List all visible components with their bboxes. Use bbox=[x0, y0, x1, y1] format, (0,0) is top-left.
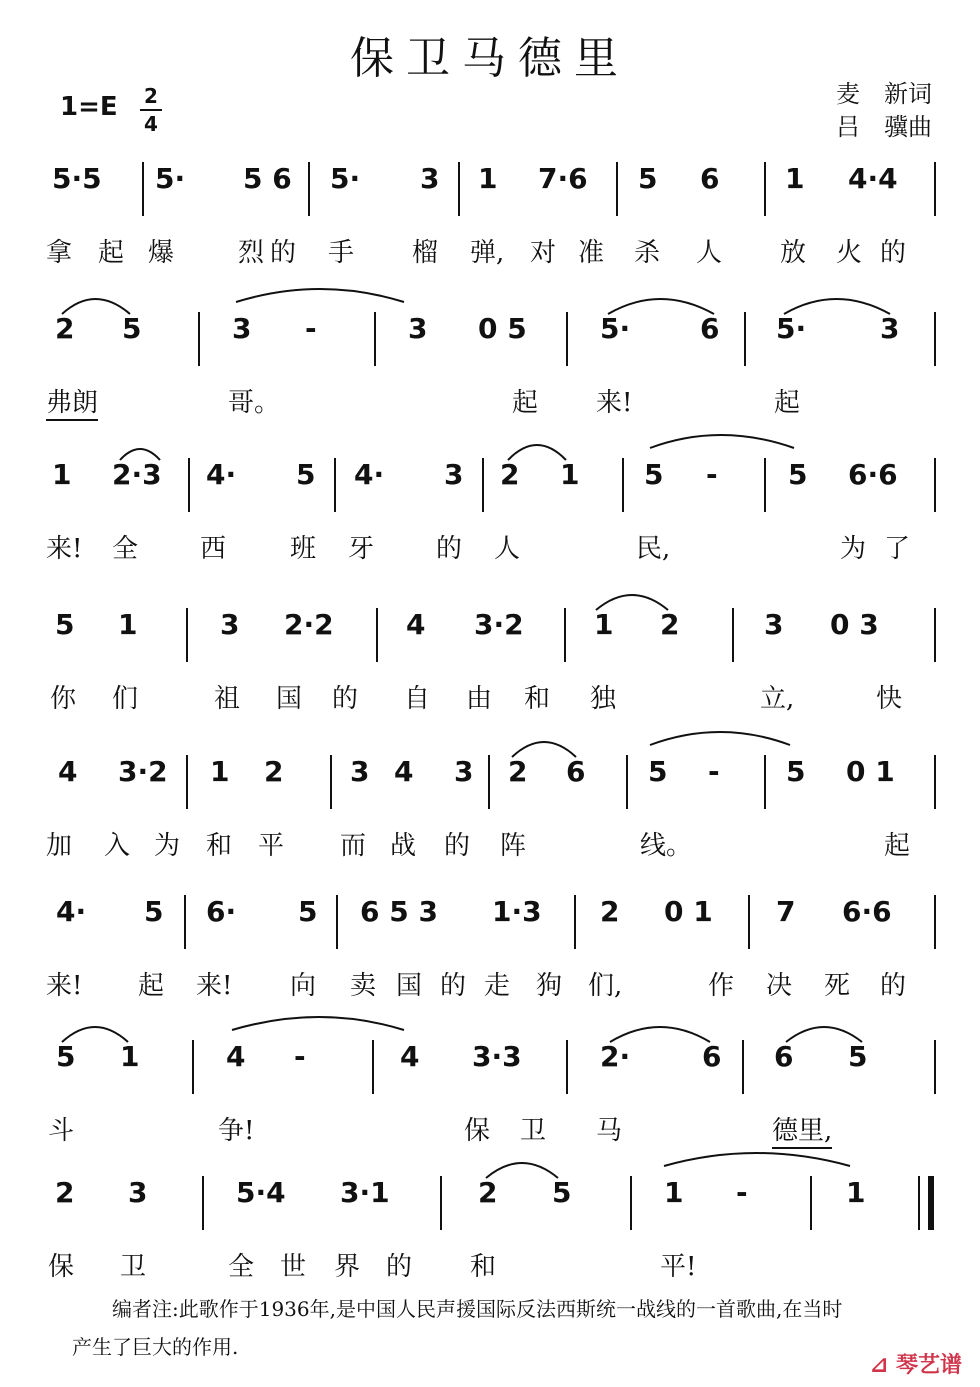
lyrics-row bbox=[0, 1110, 980, 1150]
note: 3 bbox=[454, 755, 474, 788]
lyric: 起 bbox=[512, 388, 539, 418]
note: 5 bbox=[55, 608, 75, 641]
note: - bbox=[708, 755, 720, 788]
lyric: 民, bbox=[636, 534, 671, 564]
barline bbox=[732, 608, 734, 662]
note: 6 bbox=[702, 1040, 722, 1073]
lyric: 全 bbox=[228, 1252, 255, 1282]
note: 3 bbox=[232, 312, 252, 345]
lyric: 们 bbox=[112, 684, 139, 714]
barline bbox=[336, 895, 338, 949]
note: 2 bbox=[500, 458, 520, 491]
lyric: 起 bbox=[884, 831, 911, 861]
lyric: 的 bbox=[386, 1252, 413, 1282]
composer: 吕 骥曲 bbox=[836, 113, 932, 141]
lyric: 拿 bbox=[46, 238, 73, 268]
note: 1 bbox=[118, 608, 138, 641]
barline bbox=[574, 895, 576, 949]
barline bbox=[630, 1176, 632, 1230]
barline bbox=[372, 1040, 374, 1094]
note: 6 bbox=[700, 312, 720, 345]
note: 6 bbox=[774, 1040, 794, 1073]
barline bbox=[186, 608, 188, 662]
note: 5 bbox=[552, 1176, 572, 1209]
note: 5·4 bbox=[236, 1176, 286, 1209]
lyric: 手 bbox=[328, 238, 355, 268]
notes-row bbox=[0, 162, 980, 212]
barline bbox=[440, 1176, 442, 1230]
editor-note bbox=[72, 1290, 942, 1366]
note: 4·4 bbox=[848, 162, 898, 195]
note: 1 bbox=[594, 608, 614, 641]
lyric: 人 bbox=[696, 238, 723, 268]
note: 7·6 bbox=[538, 162, 588, 195]
score-system-2 bbox=[0, 312, 980, 452]
lyric: 弗朗 bbox=[46, 382, 98, 421]
note: - bbox=[706, 458, 718, 491]
note: - bbox=[294, 1040, 306, 1073]
barline bbox=[330, 755, 332, 809]
note: 2·2 bbox=[284, 608, 334, 641]
note: 5 bbox=[296, 458, 316, 491]
lyric: 西 bbox=[200, 534, 227, 564]
barline bbox=[564, 608, 566, 662]
lyric: 立, bbox=[760, 684, 795, 714]
lyric: 界 bbox=[334, 1252, 361, 1282]
barline bbox=[764, 458, 766, 512]
note: 5 bbox=[56, 1040, 76, 1073]
lyric: 弹, bbox=[470, 238, 505, 268]
score-system-3 bbox=[0, 458, 980, 598]
notes-row bbox=[0, 312, 980, 362]
lyric: 杀 bbox=[634, 238, 661, 268]
note: 1 bbox=[52, 458, 72, 491]
lyric: 的 bbox=[436, 534, 463, 564]
barline bbox=[934, 162, 936, 216]
lyrics-row bbox=[0, 1246, 980, 1286]
note: 5· bbox=[155, 162, 186, 195]
lyric: 国 bbox=[396, 971, 423, 1001]
lyric: 对 bbox=[530, 238, 557, 268]
lyric: 为 bbox=[154, 831, 181, 861]
note: 6·6 bbox=[842, 895, 892, 928]
lyric: 人 bbox=[494, 534, 521, 564]
note: 2 bbox=[55, 312, 75, 345]
lyric: 阵 bbox=[500, 831, 527, 861]
note: 3 bbox=[350, 755, 370, 788]
lyric: 的 bbox=[332, 684, 359, 714]
note: 0 1 bbox=[846, 755, 895, 788]
barline bbox=[748, 895, 750, 949]
lyric: 世 bbox=[280, 1252, 307, 1282]
note: - bbox=[736, 1176, 748, 1209]
notes-row bbox=[0, 895, 980, 945]
lyric: 向 bbox=[290, 971, 317, 1001]
barline bbox=[198, 312, 200, 366]
note: 4 bbox=[400, 1040, 420, 1073]
lyric: 你 bbox=[50, 684, 77, 714]
lyric: 起 bbox=[98, 238, 125, 268]
lyric: 的 bbox=[880, 238, 907, 268]
notes-row bbox=[0, 458, 980, 508]
editor-note-line-2: 产生了巨大的作用. bbox=[72, 1335, 239, 1359]
note: 4· bbox=[56, 895, 87, 928]
note: 3 bbox=[408, 312, 428, 345]
lyric: 卫 bbox=[120, 1252, 147, 1282]
note: 4· bbox=[354, 458, 385, 491]
barline bbox=[188, 458, 190, 512]
lyric: 的 bbox=[270, 238, 297, 268]
lyric: 平! bbox=[660, 1252, 697, 1282]
notes-row bbox=[0, 1176, 980, 1226]
note: 7 bbox=[776, 895, 796, 928]
lyric: 卖 bbox=[350, 971, 377, 1001]
note: 6 bbox=[700, 162, 720, 195]
watermark-logo bbox=[870, 1348, 962, 1379]
lyric: 保 bbox=[48, 1252, 75, 1282]
barline bbox=[934, 458, 936, 512]
note: 5· bbox=[330, 162, 361, 195]
lyric: 哥。 bbox=[228, 388, 281, 418]
lyric: 的 bbox=[880, 971, 907, 1001]
lyric: 而 bbox=[340, 831, 367, 861]
score-system-4 bbox=[0, 608, 980, 748]
note: 5·5 bbox=[52, 162, 102, 195]
lyrics-row bbox=[0, 965, 980, 1005]
note: 3 bbox=[420, 162, 440, 195]
note: 5· bbox=[776, 312, 807, 345]
lyric: 来! bbox=[46, 971, 83, 1001]
score-system-5 bbox=[0, 755, 980, 895]
note: 1·3 bbox=[492, 895, 542, 928]
note: 1 bbox=[560, 458, 580, 491]
lyrics-row bbox=[0, 382, 980, 422]
notes-row bbox=[0, 608, 980, 658]
note: 5 bbox=[788, 458, 808, 491]
note: 3 bbox=[764, 608, 784, 641]
lyric: 祖 bbox=[214, 684, 241, 714]
lyric: 了 bbox=[884, 534, 911, 564]
note: 3 bbox=[444, 458, 464, 491]
note: 1 bbox=[846, 1176, 866, 1209]
barline bbox=[202, 1176, 204, 1230]
barline bbox=[810, 1176, 812, 1230]
notes-row bbox=[0, 1040, 980, 1090]
barline bbox=[458, 162, 460, 216]
lyric: 作 bbox=[708, 971, 735, 1001]
notes-row bbox=[0, 755, 980, 805]
lyric: 德里, bbox=[772, 1110, 832, 1149]
note: 2 bbox=[264, 755, 284, 788]
note: 1 bbox=[664, 1176, 684, 1209]
note: 6·6 bbox=[848, 458, 898, 491]
lyric: 来! bbox=[596, 388, 633, 418]
lyrics-row bbox=[0, 678, 980, 718]
lyric: 卫 bbox=[520, 1116, 547, 1146]
note: 3·2 bbox=[474, 608, 524, 641]
note: 1 bbox=[785, 162, 805, 195]
lyric: 走 bbox=[484, 971, 511, 1001]
lyric: 班 bbox=[290, 534, 317, 564]
lyric: 狗 bbox=[536, 971, 563, 1001]
note: 5 bbox=[298, 895, 318, 928]
note: 5 bbox=[786, 755, 806, 788]
barline bbox=[488, 755, 490, 809]
lyric: 入 bbox=[104, 831, 131, 861]
barline bbox=[622, 458, 624, 512]
lyric: 爆 bbox=[148, 238, 175, 268]
note: 3 bbox=[880, 312, 900, 345]
note: 5 bbox=[848, 1040, 868, 1073]
lyric: 决 bbox=[766, 971, 793, 1001]
barline bbox=[184, 895, 186, 949]
barline bbox=[142, 162, 144, 216]
note: 3·3 bbox=[472, 1040, 522, 1073]
lyric: 自 bbox=[404, 684, 431, 714]
watermark-text: 琴艺谱 bbox=[895, 1353, 962, 1378]
lyric: 烈 bbox=[238, 238, 265, 268]
lyric: 由 bbox=[466, 684, 493, 714]
lyric: 来! bbox=[196, 971, 233, 1001]
barline bbox=[764, 755, 766, 809]
lyric: 斗 bbox=[48, 1116, 75, 1146]
barline bbox=[308, 162, 310, 216]
note: 5· bbox=[600, 312, 631, 345]
lyric: 线。 bbox=[640, 831, 693, 861]
note: 2 bbox=[660, 608, 680, 641]
barline bbox=[934, 755, 936, 809]
barline bbox=[334, 458, 336, 512]
lyric: 火 bbox=[836, 238, 863, 268]
score-system-7 bbox=[0, 1040, 980, 1180]
lyric: 和 bbox=[524, 684, 551, 714]
note: 4 bbox=[394, 755, 414, 788]
note: 5 bbox=[144, 895, 164, 928]
lyric: 独 bbox=[590, 684, 617, 714]
barline bbox=[374, 312, 376, 366]
barline bbox=[566, 312, 568, 366]
barline bbox=[482, 458, 484, 512]
note: 5 bbox=[644, 458, 664, 491]
credits bbox=[836, 78, 932, 144]
score-system-6 bbox=[0, 895, 980, 1035]
lyric: 起 bbox=[138, 971, 165, 1001]
barline bbox=[934, 895, 936, 949]
note: 2 bbox=[600, 895, 620, 928]
note: 4 bbox=[226, 1040, 246, 1073]
lyric: 国 bbox=[276, 684, 303, 714]
note: 5 6 bbox=[243, 162, 292, 195]
lyric: 榴 bbox=[412, 238, 439, 268]
note: 2·3 bbox=[112, 458, 162, 491]
score-system-1 bbox=[0, 162, 980, 302]
meter-bottom: 4 bbox=[144, 112, 158, 136]
note: 4 bbox=[58, 755, 78, 788]
lyric: 起 bbox=[774, 388, 801, 418]
barline bbox=[764, 162, 766, 216]
meter-top: 2 bbox=[144, 84, 158, 108]
note: - bbox=[305, 312, 317, 345]
lyric: 放 bbox=[780, 238, 807, 268]
lyrics-row bbox=[0, 232, 980, 272]
note: 0 3 bbox=[830, 608, 879, 641]
note: 3·1 bbox=[340, 1176, 390, 1209]
note: 0 1 bbox=[664, 895, 713, 928]
barline bbox=[626, 755, 628, 809]
note: 1 bbox=[210, 755, 230, 788]
barline bbox=[934, 312, 936, 366]
barline bbox=[934, 608, 936, 662]
lyrics-row bbox=[0, 825, 980, 865]
final-barline-thick bbox=[928, 1176, 934, 1230]
barline bbox=[616, 162, 618, 216]
lyricist: 麦 新词 bbox=[836, 80, 932, 108]
key-signature: 1=E bbox=[60, 92, 118, 122]
barline bbox=[186, 755, 188, 809]
note: 2 bbox=[55, 1176, 75, 1209]
watermark-icon: ⊿ bbox=[869, 1353, 889, 1378]
note: 1 bbox=[120, 1040, 140, 1073]
final-barline-thin bbox=[918, 1176, 920, 1230]
note: 4· bbox=[206, 458, 237, 491]
barline bbox=[934, 1040, 936, 1094]
lyric: 的 bbox=[444, 831, 471, 861]
note: 2 bbox=[508, 755, 528, 788]
lyric: 平 bbox=[258, 831, 285, 861]
lyric: 马 bbox=[596, 1116, 623, 1146]
editor-note-line-1: 编者注:此歌作于1936年,是中国人民声援国际反法西斯统一战线的一首歌曲,在当时 bbox=[112, 1297, 843, 1321]
note: 3 bbox=[220, 608, 240, 641]
barline bbox=[566, 1040, 568, 1094]
lyric: 战 bbox=[390, 831, 417, 861]
note: 5 bbox=[122, 312, 142, 345]
lyric: 全 bbox=[112, 534, 139, 564]
note: 5 bbox=[648, 755, 668, 788]
lyric: 死 bbox=[824, 971, 851, 1001]
note: 2· bbox=[600, 1040, 631, 1073]
time-signature bbox=[140, 84, 162, 136]
note: 0 5 bbox=[478, 312, 527, 345]
lyric: 争! bbox=[218, 1116, 255, 1146]
note: 4 bbox=[406, 608, 426, 641]
lyric: 快 bbox=[876, 684, 903, 714]
lyric: 和 bbox=[470, 1252, 497, 1282]
barline bbox=[744, 312, 746, 366]
note: 2 bbox=[478, 1176, 498, 1209]
lyric: 牙 bbox=[348, 534, 375, 564]
barline bbox=[742, 1040, 744, 1094]
lyric: 加 bbox=[46, 831, 73, 861]
lyric: 保 bbox=[464, 1116, 491, 1146]
lyric: 来! bbox=[46, 534, 83, 564]
barline bbox=[376, 608, 378, 662]
lyric: 为 bbox=[840, 534, 867, 564]
lyrics-row bbox=[0, 528, 980, 568]
note: 3 bbox=[128, 1176, 148, 1209]
note: 6 bbox=[566, 755, 586, 788]
lyric: 和 bbox=[206, 831, 233, 861]
note: 6· bbox=[206, 895, 237, 928]
note: 5 bbox=[638, 162, 658, 195]
lyric: 准 bbox=[578, 238, 605, 268]
note: 1 bbox=[478, 162, 498, 195]
lyric: 们, bbox=[588, 971, 623, 1001]
meter-divider bbox=[140, 109, 162, 111]
barline bbox=[192, 1040, 194, 1094]
song-title: 保卫马德里 bbox=[350, 33, 630, 84]
note: 6 5 3 bbox=[360, 895, 438, 928]
lyric: 的 bbox=[440, 971, 467, 1001]
note: 3·2 bbox=[118, 755, 168, 788]
